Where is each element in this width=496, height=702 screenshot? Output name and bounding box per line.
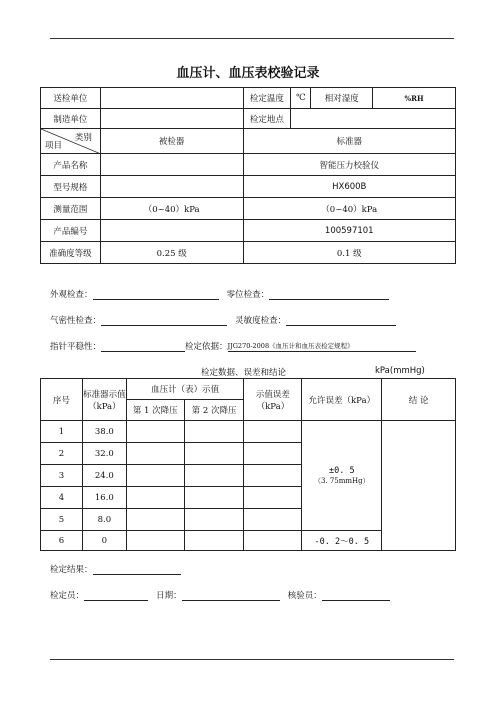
value-cell: 0 bbox=[82, 531, 126, 551]
item-label: 项目 bbox=[45, 141, 63, 151]
seq-cell: 3 bbox=[41, 465, 83, 487]
allowed-main: ±0. 5 bbox=[329, 465, 355, 476]
sign-row bbox=[50, 589, 390, 601]
row-checked: （0~40）kPa bbox=[100, 198, 243, 220]
error-cell[interactable] bbox=[244, 443, 302, 465]
send-unit-value bbox=[100, 88, 243, 109]
drop1-cell[interactable] bbox=[126, 487, 184, 509]
maker-label: 制造单位 bbox=[41, 109, 101, 129]
seq-cell: 6 bbox=[41, 531, 83, 551]
airtight-field[interactable] bbox=[101, 315, 227, 326]
drop2-cell[interactable] bbox=[184, 487, 244, 509]
row-standard: HX600B bbox=[243, 176, 456, 198]
row-checked bbox=[100, 220, 243, 242]
top-rule bbox=[50, 38, 454, 39]
result-field[interactable] bbox=[93, 564, 181, 575]
error-cell[interactable] bbox=[244, 421, 302, 443]
check-row-3 bbox=[50, 340, 416, 352]
zero-label: 零位检查： bbox=[226, 290, 270, 300]
result-row bbox=[50, 563, 181, 575]
airtight-label: 气密性检查： bbox=[50, 316, 102, 326]
inspector-label: 检定员： bbox=[50, 591, 85, 601]
appearance-field[interactable] bbox=[93, 289, 219, 300]
date-label: 日期： bbox=[156, 591, 182, 601]
row-label: 产品编号 bbox=[41, 220, 101, 242]
drop1-cell[interactable] bbox=[126, 509, 184, 531]
place-label: 检定地点 bbox=[243, 109, 291, 129]
std-value-header: 标准器示值（kPa） bbox=[82, 379, 126, 421]
inspector-field[interactable] bbox=[84, 590, 148, 601]
maker-value bbox=[100, 109, 243, 129]
row-label: 准确度等级 bbox=[41, 242, 101, 264]
temp-unit: ℃ bbox=[291, 88, 311, 109]
row-checked bbox=[100, 154, 243, 176]
value-cell: 24.0 bbox=[82, 465, 126, 487]
row-standard: 0.1 级 bbox=[243, 242, 456, 264]
drop1-cell[interactable] bbox=[126, 443, 184, 465]
drop2-cell[interactable] bbox=[184, 531, 244, 551]
seq-cell: 1 bbox=[41, 421, 83, 443]
checker-field[interactable] bbox=[322, 590, 390, 601]
category-label: 类别 bbox=[74, 133, 92, 143]
bottom-rule bbox=[50, 659, 454, 660]
drop2-cell[interactable] bbox=[184, 509, 244, 531]
check-row-2 bbox=[50, 314, 396, 326]
drop2-cell[interactable] bbox=[184, 465, 244, 487]
send-unit-label: 送检单位 bbox=[41, 88, 101, 109]
seq-header: 序号 bbox=[41, 379, 83, 421]
checker-label: 核验员： bbox=[287, 591, 322, 601]
conclusion-header: 结 论 bbox=[382, 379, 456, 421]
value-cell: 38.0 bbox=[82, 421, 126, 443]
zero-field[interactable] bbox=[269, 289, 389, 300]
row-standard: 智能压力校验仪 bbox=[243, 154, 456, 176]
row-label: 产品名称 bbox=[41, 154, 101, 176]
conclusion-cell[interactable] bbox=[382, 421, 456, 551]
page-title: 血压计、血压表校验记录 bbox=[176, 66, 320, 81]
row-checked: 0.25 级 bbox=[100, 242, 243, 264]
gauge-header: 血压计（表）示值 bbox=[126, 379, 244, 400]
info-table bbox=[40, 87, 456, 264]
row-checked bbox=[100, 176, 243, 198]
check-row-1 bbox=[50, 288, 389, 300]
value-cell: 32.0 bbox=[82, 443, 126, 465]
drop2-cell[interactable] bbox=[184, 421, 244, 443]
category-item-cell bbox=[41, 129, 101, 154]
date-field[interactable] bbox=[182, 590, 280, 601]
data-caption: 检定数据、误差和结论 bbox=[201, 368, 287, 378]
temp-label: 检定温度 bbox=[243, 88, 291, 109]
drop2-cell[interactable] bbox=[184, 443, 244, 465]
humidity-unit: %RH bbox=[373, 88, 456, 109]
appearance-label: 外观检查： bbox=[50, 290, 93, 300]
place-value bbox=[291, 109, 456, 129]
basis-label: 检定依据： bbox=[185, 342, 228, 352]
seq-cell: 5 bbox=[41, 509, 83, 531]
error-cell[interactable] bbox=[244, 531, 302, 551]
pointer-field[interactable] bbox=[101, 341, 185, 352]
allowed-cell bbox=[302, 421, 382, 531]
drop2-header: 第 2 次降压 bbox=[184, 400, 244, 421]
allowed-mmhg: （3. 75mmHg） bbox=[313, 476, 370, 485]
pointer-label: 指针平稳性： bbox=[50, 342, 102, 352]
data-table bbox=[40, 378, 456, 551]
standard-header: 标准器 bbox=[243, 129, 456, 154]
value-cell: 16.0 bbox=[82, 487, 126, 509]
seq-cell: 2 bbox=[41, 443, 83, 465]
error-cell[interactable] bbox=[244, 509, 302, 531]
sensitivity-field[interactable] bbox=[286, 315, 396, 326]
drop1-cell[interactable] bbox=[126, 421, 184, 443]
allowed-zero-cell: -0. 2～0. 5 bbox=[302, 531, 382, 551]
sensitivity-label: 灵敏度检查： bbox=[235, 316, 287, 326]
drop1-header: 第 1 次降压 bbox=[126, 400, 184, 421]
result-label: 检定结果： bbox=[50, 565, 93, 575]
row-standard: 100597101 bbox=[243, 220, 456, 242]
row-label: 测量范围 bbox=[41, 198, 101, 220]
error-cell[interactable] bbox=[244, 465, 302, 487]
value-cell: 8.0 bbox=[82, 509, 126, 531]
checked-header: 被检器 bbox=[100, 129, 243, 154]
humidity-label: 相对湿度 bbox=[311, 88, 373, 109]
row-standard: （0~40）kPa bbox=[243, 198, 456, 220]
allowed-header: 允许误差（kPa） bbox=[302, 379, 382, 421]
seq-cell: 4 bbox=[41, 487, 83, 509]
error-header: 示值误差（kPa） bbox=[244, 379, 302, 421]
row-label: 型号规格 bbox=[41, 176, 101, 198]
data-unit: kPa(mmHg) bbox=[375, 366, 425, 376]
drop1-cell[interactable] bbox=[126, 465, 184, 487]
drop1-cell[interactable] bbox=[126, 531, 184, 551]
basis-value: JJG270-2008《血压计和血压表检定规程》 bbox=[228, 341, 416, 352]
error-cell[interactable] bbox=[244, 487, 302, 509]
